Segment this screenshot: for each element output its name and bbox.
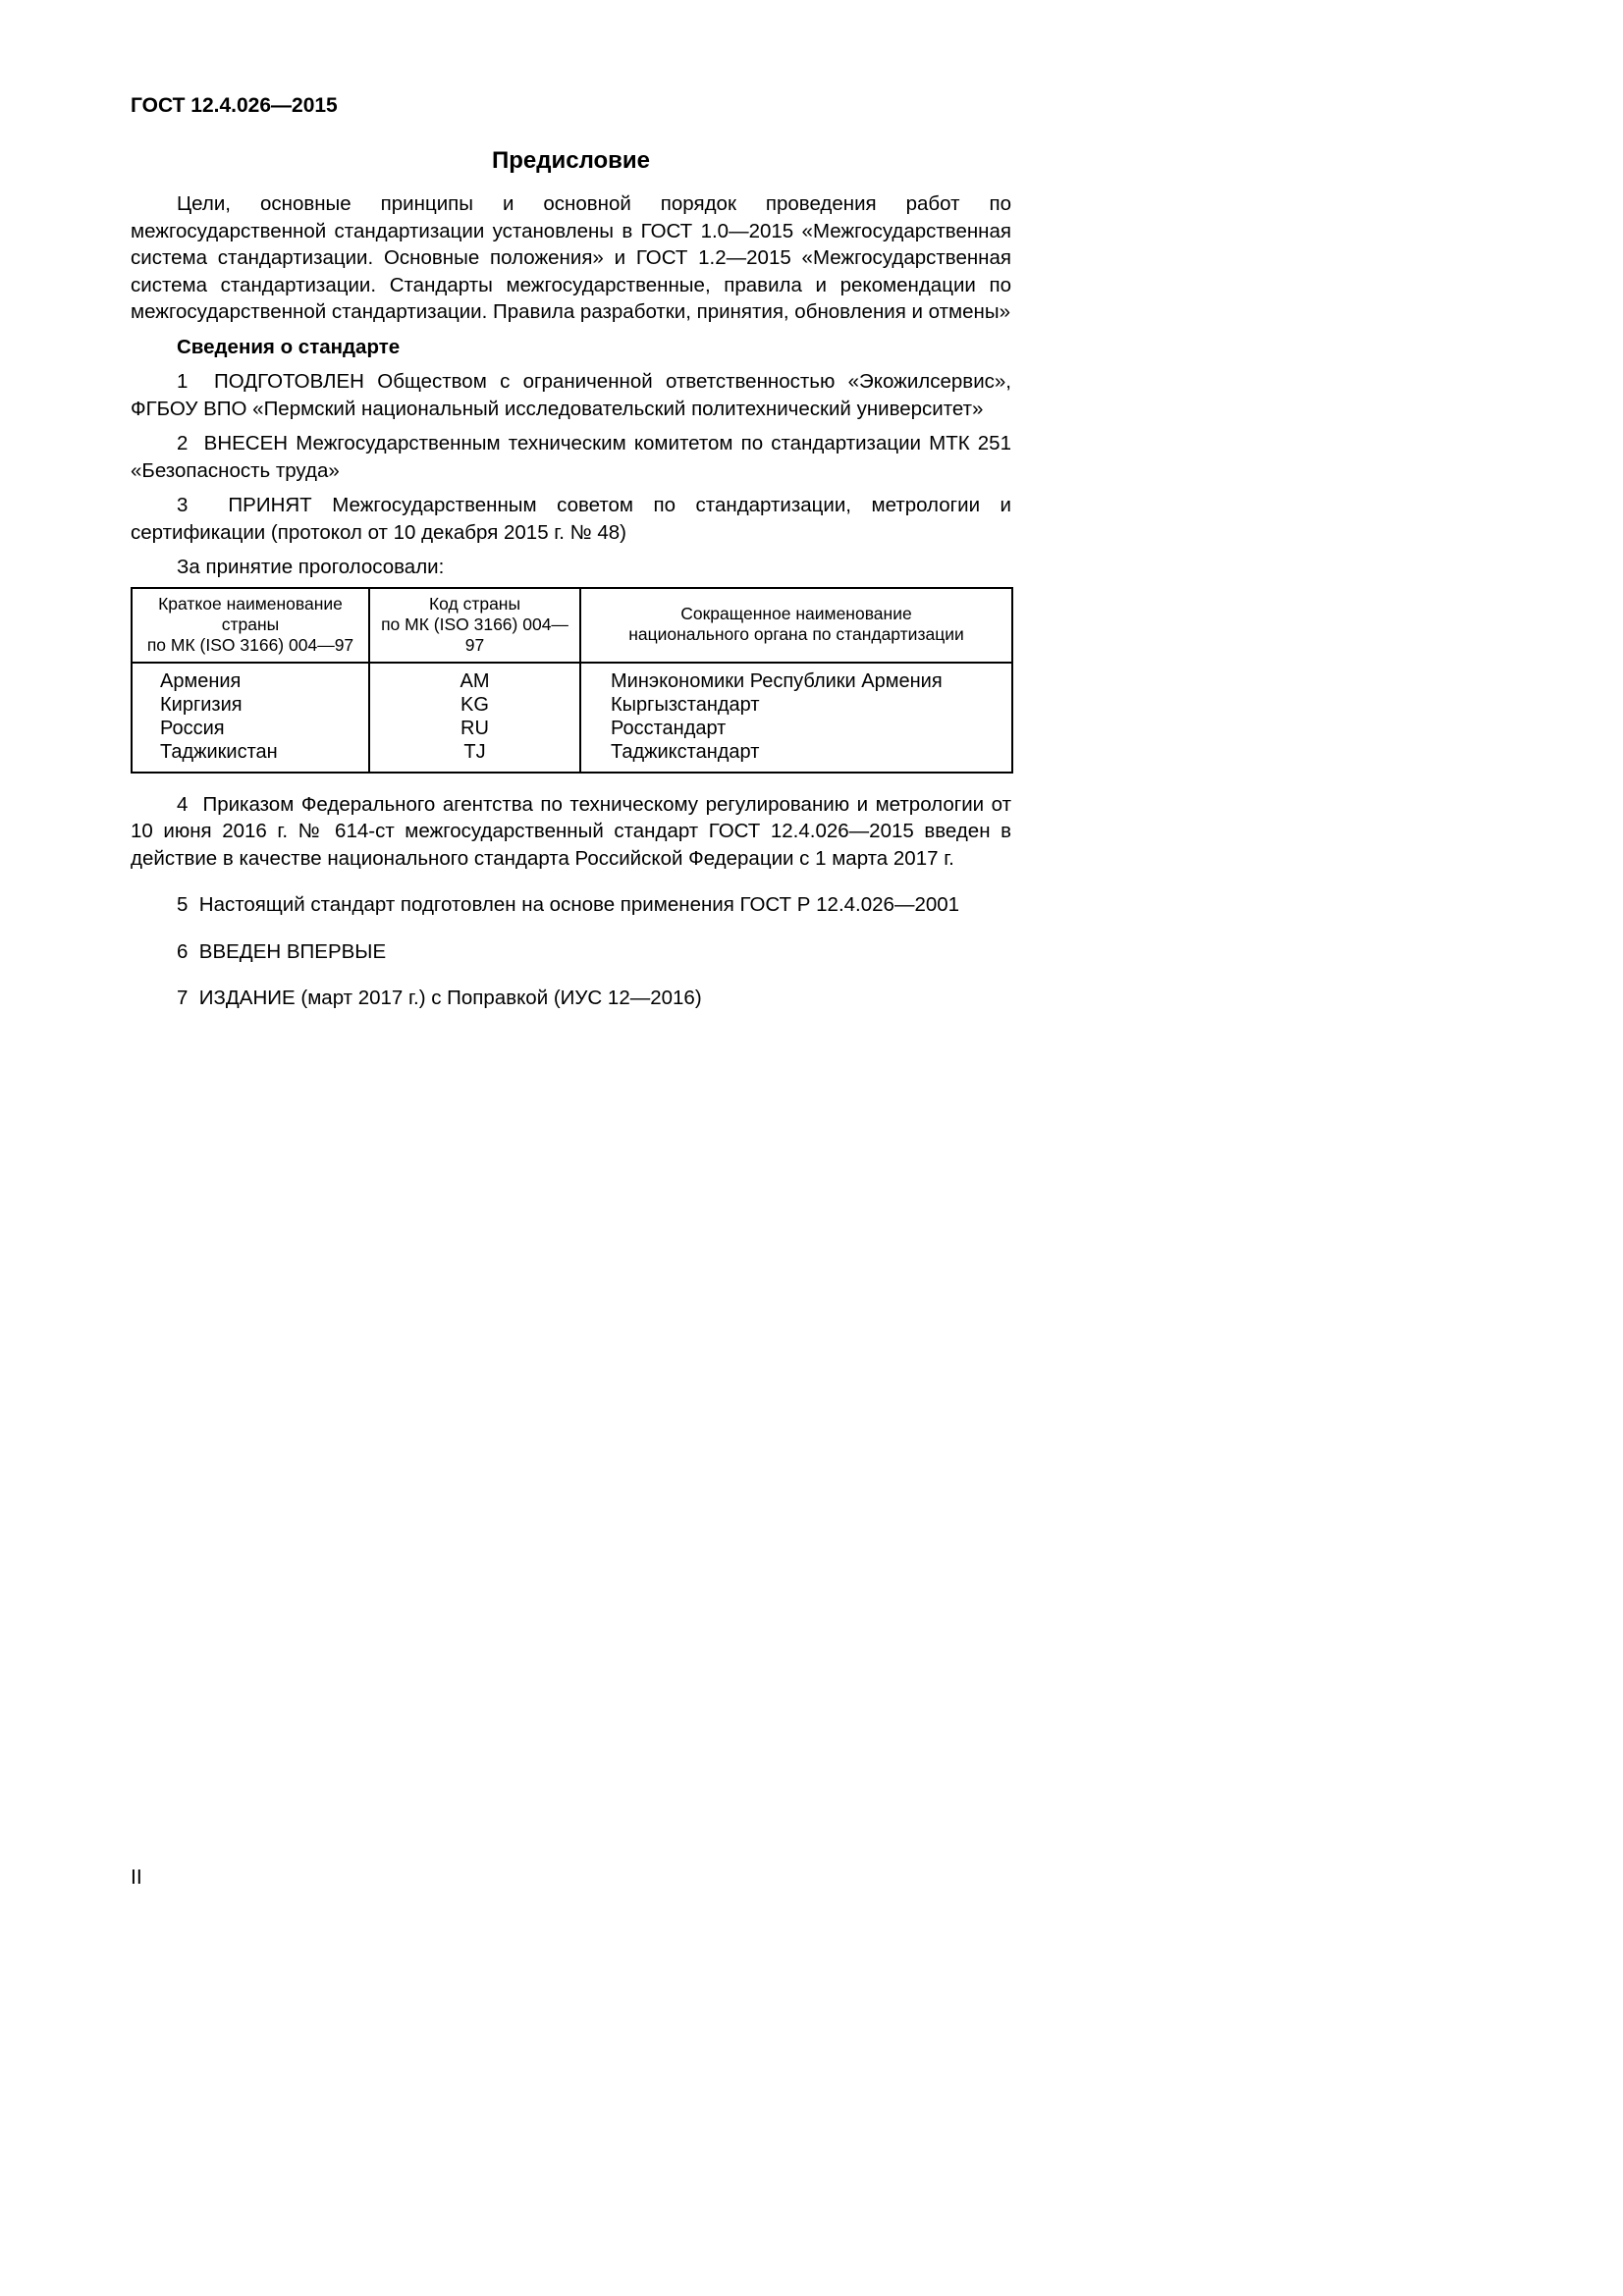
table-cell-org: Росстандарт <box>580 717 1012 740</box>
table-cell-org: Кыргызстандарт <box>580 693 1012 717</box>
foreword-item-7: 7 ИЗДАНИЕ (март 2017 г.) с Поправкой (ИУС 12—2016) <box>177 987 702 1009</box>
foreword-item-2: 2 ВНЕСЕН Межгосударственным техническим комитетом по стандартизации МТК 251 «Безопасность труда» <box>131 432 1017 482</box>
table-header-line: по МК (ISO 3166) 004—97 <box>381 614 568 655</box>
foreword-item-3: 3 ПРИНЯТ Межгосударственным советом по стандартизации, метрологии и сертификации (протокол от 10 декабря 2015 г. № 48) <box>131 494 1017 544</box>
table-row <box>132 717 1012 740</box>
foreword-item-1: 1 ПОДГОТОВЛЕН Обществом с ограниченной ответственностью «Экожилсервис», ФГБОУ ВПО «Пермский национальный исследовательский политехнический университет» <box>131 370 1017 420</box>
table-cell-org: Таджикстандарт <box>580 740 1012 773</box>
table-header-line: по МК (ISO 3166) 004—97 <box>146 634 354 655</box>
document-content <box>131 0 1017 1012</box>
page-title: Предисловие <box>491 147 651 174</box>
table-row <box>132 663 1012 693</box>
foreword-item-6: 6 ВВЕДЕН ВПЕРВЫЕ <box>177 939 387 963</box>
table-cell-org: Минэкономики Республики Армения <box>580 663 1012 693</box>
table-cell-country: Таджикистан <box>132 740 369 773</box>
table-cell-country: Армения <box>132 663 369 693</box>
table-cell-country: Киргизия <box>132 693 369 717</box>
table-cell-code: AM <box>369 663 580 693</box>
table-header-line: Код страны <box>428 593 521 614</box>
table-header-country <box>132 588 369 663</box>
table-header-row <box>132 588 1012 663</box>
table-header-line: Сокращенное наименование <box>680 604 912 623</box>
table-header-line: Краткое наименование страны <box>158 593 343 634</box>
page-number: II <box>131 1866 142 1889</box>
vote-intro: За принятие проголосовали: <box>177 556 445 578</box>
voting-table <box>131 587 1013 774</box>
table-row <box>132 740 1012 773</box>
foreword-item-5: 5 Настоящий стандарт подготовлен на основе применения ГОСТ Р 12.4.026—2001 <box>177 893 960 916</box>
foreword-item-4: 4 Приказом Федерального агентства по техническому регулированию и метрологии от 10 июня 2016 г. № 614-ст межгосударственный стандарт ГОСТ 12.4.026—2015 введен в действие в качестве национального стандарта Российской Федерации с 1 марта 2017 г. <box>131 792 1017 870</box>
table-cell-code: TJ <box>369 740 580 773</box>
document-code: ГОСТ 12.4.026—2015 <box>131 94 338 117</box>
table-cell-code: RU <box>369 717 580 740</box>
table-header-org <box>580 588 1012 663</box>
table-header-code <box>369 588 580 663</box>
table-cell-code: KG <box>369 693 580 717</box>
standard-info-heading: Сведения о стандарте <box>177 335 401 358</box>
table-row <box>132 693 1012 717</box>
table-header-line: национального органа по стандартизации <box>628 624 964 644</box>
foreword-intro: Цели, основные принципы и основной порядок проведения работ по межгосударственной стандартизации установлены в ГОСТ 1.0—2015 «Межгосударственная система стандартизации. Основные положения» и ГОСТ 1.2—2015 «Межгосударственная система стандартизации. Стандарты межгосударственные, правила и рекомендации по межгосударственной стандартизации. Правила разработки, принятия, обновления и отмены» <box>131 192 1017 323</box>
table-cell-country: Россия <box>132 717 369 740</box>
